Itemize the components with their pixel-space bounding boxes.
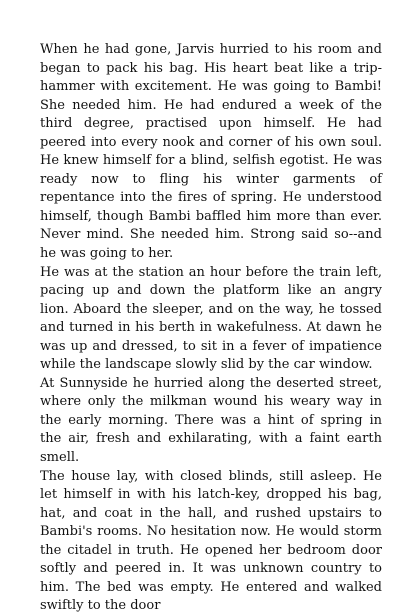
paragraph-4: The house lay, with closed blinds, still asleep. He let himself in with his latch-key, dropped his bag, hat, and coat in the hall, and rushed upstairs to Bambi's rooms. No hesitation now. He would storm the citadel in truth. He opened her bedroom door softly and peered in. It was unknown country to him. The bed was empty. He entered and walked swiftly to the door — [40, 468, 382, 614]
body-text — [40, 41, 382, 616]
paragraph-2: He was at the station an hour before the train left, pacing up and down the platform like an angry lion. Aboard the sleeper, and on the way, he tossed and turned in his berth in wakefulness. At dawn he was up and dressed, to sit in a fever of impatience while the landscape slowly slid by the car window. — [40, 264, 382, 373]
paragraph-1: When he had gone, Jarvis hurried to his room and began to pack his bag. His heart beat like a trip-hammer with excitement. He was going to Bambi! She needed him. He had endured a week of the third degree, practised upon himself. He had peered into every nook and corner of his own soul. He knew himself for a blind, selfish egotist. He was ready now to fling his winter garments of repentance into the fires of spring. He understood himself, though Bambi baffled him more than ever. Never mind. She needed him. Strong said so--and he was going to her. — [40, 42, 382, 262]
paragraph-3: At Sunnyside he hurried along the deserted street, where only the milkman wound his weary way in the early morning. There was a hint of spring in the air, fresh and exhilarating, with a faint earth smell. — [40, 375, 382, 466]
